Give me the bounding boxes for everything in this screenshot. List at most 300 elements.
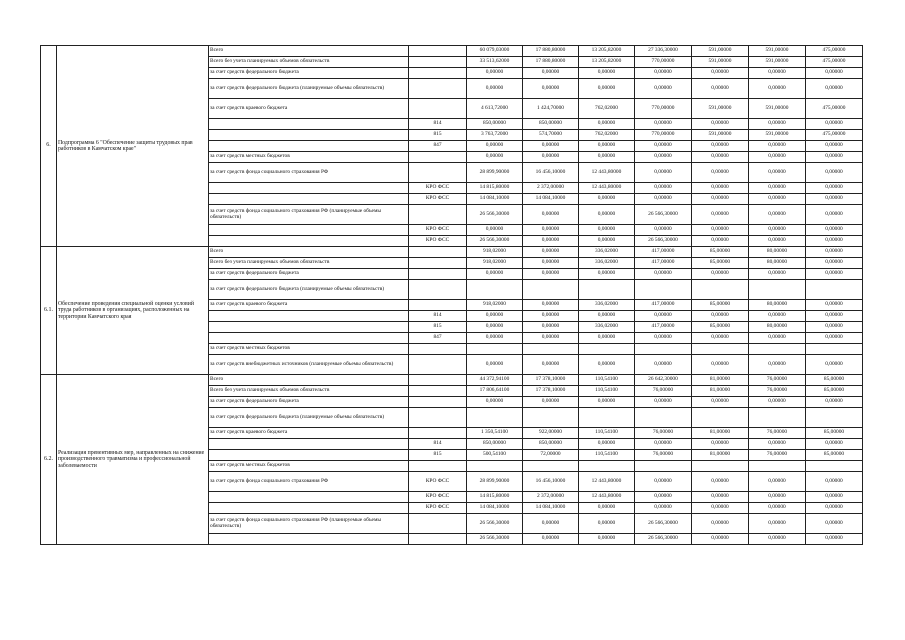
amount-cell [523,280,579,300]
amount-cell: 0,00000 [692,492,749,503]
amount-cell: 0,00000 [749,472,806,492]
amount-cell: 850,00000 [467,439,523,450]
amount-cell: 0,00000 [635,439,692,450]
amount-cell: 0,00000 [523,311,579,322]
amount-cell: 336,02000 [579,247,635,258]
section-index: 6. [41,46,57,247]
funding-source [209,534,409,545]
budget-code [409,79,467,99]
amount-cell: 0,00000 [749,205,806,225]
amount-cell: 591,00000 [692,46,749,57]
budget-code: КРО ФСС [409,236,467,247]
amount-cell: 85,00000 [692,258,749,269]
amount-cell: 17 880,80000 [523,46,579,57]
amount-cell: 0,00000 [806,333,863,344]
amount-cell: 0,00000 [749,514,806,534]
amount-cell: 110,54100 [579,450,635,461]
section-title: Обеспечение проведения специальной оценки условий труда работников в организациях, расположенных на территории Камчатского края [57,247,209,375]
amount-cell: 12 443,80000 [579,472,635,492]
funding-source: за счет средств местных бюджетов [209,461,409,472]
funding-source: Всего без учета планируемых объемов обязательств [209,258,409,269]
amount-cell: 0,00000 [467,355,523,375]
budget-code [409,375,467,386]
amount-cell: 0,00000 [523,152,579,163]
amount-cell: 76,00000 [749,375,806,386]
amount-cell: 0,00000 [692,163,749,183]
amount-cell [692,280,749,300]
amount-cell: 0,00000 [467,141,523,152]
amount-cell: 14 815,80000 [467,492,523,503]
amount-cell: 0,00000 [749,534,806,545]
amount-cell: 0,00000 [579,397,635,408]
amount-cell: 1 350,54100 [467,428,523,439]
amount-cell: 0,00000 [579,119,635,130]
amount-cell: 0,00000 [806,236,863,247]
amount-cell: 0,00000 [579,333,635,344]
amount-cell: 336,02000 [579,258,635,269]
amount-cell: 1 424,70000 [523,99,579,119]
amount-cell: 76,00000 [635,450,692,461]
amount-cell: 0,00000 [467,79,523,99]
funding-source: Всего [209,375,409,386]
amount-cell: 0,00000 [806,183,863,194]
amount-cell: 770,00000 [635,57,692,68]
amount-cell: 0,00000 [749,236,806,247]
amount-cell: 110,54100 [579,428,635,439]
amount-cell: 918,02000 [467,300,523,311]
amount-cell: 0,00000 [635,194,692,205]
amount-cell: 0,00000 [749,79,806,99]
amount-cell: 0,00000 [579,534,635,545]
amount-cell: 0,00000 [467,397,523,408]
budget-code: 814 [409,119,467,130]
amount-cell: 0,00000 [579,79,635,99]
funding-source [209,503,409,514]
budget-code [409,461,467,472]
amount-cell: 417,00000 [635,322,692,333]
amount-cell: 0,00000 [579,355,635,375]
amount-cell: 0,00000 [635,152,692,163]
funding-source: за счет средств местных бюджетов [209,344,409,355]
amount-cell: 770,00000 [635,130,692,141]
amount-cell: 0,00000 [806,503,863,514]
amount-cell: 17 806,64100 [467,386,523,397]
funding-source: Всего [209,46,409,57]
amount-cell: 0,00000 [635,355,692,375]
funding-source: за счет средств федерального бюджета (планируемые объемы обязательств) [209,408,409,428]
budget-code: КРО ФСС [409,194,467,205]
amount-cell: 0,00000 [749,225,806,236]
budget-code: КРО ФСС [409,225,467,236]
amount-cell: 0,00000 [635,503,692,514]
amount-cell: 0,00000 [523,355,579,375]
amount-cell: 0,00000 [635,68,692,79]
amount-cell: 591,00000 [749,130,806,141]
amount-cell: 0,00000 [806,355,863,375]
funding-source: за счет средств краевого бюджета [209,428,409,439]
amount-cell: 26 566,30000 [467,205,523,225]
amount-cell: 0,00000 [579,205,635,225]
amount-cell: 0,00000 [579,439,635,450]
amount-cell: 475,00000 [806,99,863,119]
amount-cell: 0,00000 [579,503,635,514]
amount-cell: 33 513,62000 [467,57,523,68]
amount-cell: 0,00000 [579,269,635,280]
amount-cell: 0,00000 [692,514,749,534]
amount-cell: 0,00000 [635,472,692,492]
amount-cell: 16 456,10000 [523,163,579,183]
amount-cell: 0,00000 [692,439,749,450]
amount-cell [749,280,806,300]
amount-cell: 110,54100 [579,386,635,397]
amount-cell: 475,00000 [806,57,863,68]
budget-code [409,247,467,258]
budget-code [409,205,467,225]
funding-source: за счет средств внебюджетных источников (планируемые объемы обязательств) [209,355,409,375]
amount-cell: 0,00000 [692,503,749,514]
amount-cell: 17 378,10000 [523,375,579,386]
amount-cell: 0,00000 [579,141,635,152]
table-row [41,375,863,386]
amount-cell: 17 378,10000 [523,386,579,397]
amount-cell: 13 205,82000 [579,46,635,57]
amount-cell: 17 880,80000 [523,57,579,68]
amount-cell: 0,00000 [749,311,806,322]
amount-cell [467,280,523,300]
amount-cell: 922,00000 [523,428,579,439]
amount-cell: 0,00000 [806,534,863,545]
amount-cell: 0,00000 [749,492,806,503]
amount-cell: 591,00000 [692,130,749,141]
amount-cell: 0,00000 [523,300,579,311]
budget-code [409,386,467,397]
amount-cell: 0,00000 [692,194,749,205]
funding-source: за счет средств федерального бюджета (планируемые объемы обязательств) [209,79,409,99]
amount-cell: 0,00000 [635,141,692,152]
amount-cell: 0,00000 [579,514,635,534]
amount-cell: 0,00000 [692,397,749,408]
amount-cell: 762,02000 [579,99,635,119]
amount-cell: 0,00000 [806,397,863,408]
amount-cell: 0,00000 [692,236,749,247]
amount-cell: 762,02000 [579,130,635,141]
amount-cell: 0,00000 [467,152,523,163]
amount-cell: 85,00000 [806,450,863,461]
amount-cell: 0,00000 [692,355,749,375]
amount-cell: 591,00000 [692,99,749,119]
budget-code: 814 [409,439,467,450]
amount-cell: 0,00000 [579,311,635,322]
amount-cell [579,280,635,300]
amount-cell: 12 443,80000 [579,183,635,194]
amount-cell: 0,00000 [749,355,806,375]
amount-cell [579,344,635,355]
amount-cell: 591,00000 [749,99,806,119]
amount-cell: 0,00000 [806,141,863,152]
amount-cell: 0,00000 [523,225,579,236]
budget-code [409,280,467,300]
budget-code: КРО ФСС [409,183,467,194]
amount-cell: 16 456,10000 [523,472,579,492]
amount-cell: 0,00000 [806,492,863,503]
amount-cell: 12 443,80000 [579,163,635,183]
budget-code [409,269,467,280]
amount-cell: 0,00000 [692,269,749,280]
amount-cell: 0,00000 [579,225,635,236]
amount-cell: 0,00000 [635,397,692,408]
amount-cell: 0,00000 [579,236,635,247]
amount-cell: 0,00000 [806,300,863,311]
amount-cell: 850,00000 [523,439,579,450]
funding-source [209,130,409,141]
amount-cell: 0,00000 [749,141,806,152]
funding-source: за счет средств краевого бюджета [209,99,409,119]
amount-cell: 0,00000 [635,311,692,322]
amount-cell: 0,00000 [749,439,806,450]
amount-cell: 26 566,30000 [635,236,692,247]
amount-cell: 0,00000 [692,68,749,79]
funding-source: за счет средств фонда социального страхования РФ [209,472,409,492]
amount-cell: 80,00000 [749,322,806,333]
amount-cell: 591,00000 [749,46,806,57]
amount-cell: 850,00000 [467,119,523,130]
amount-cell: 0,00000 [806,258,863,269]
section-title: Реализация превентивных мер, направленных на снижение производственного травматизма и профессиональной заболеваемости [57,375,209,545]
amount-cell [749,344,806,355]
amount-cell: 28 899,90000 [467,472,523,492]
amount-cell: 26 566,30000 [635,514,692,534]
amount-cell: 12 443,80000 [579,492,635,503]
amount-cell: 81,00000 [692,450,749,461]
amount-cell: 0,00000 [467,333,523,344]
table-row [41,247,863,258]
amount-cell: 0,00000 [523,333,579,344]
amount-cell: 417,00000 [635,258,692,269]
budget-code [409,514,467,534]
amount-cell: 85,00000 [806,428,863,439]
funding-source [209,183,409,194]
funding-source: Всего [209,247,409,258]
amount-cell [467,408,523,428]
amount-cell [749,408,806,428]
funding-source [209,225,409,236]
amount-cell: 0,00000 [523,205,579,225]
funding-source [209,141,409,152]
budget-table [40,45,863,545]
amount-cell [523,344,579,355]
amount-cell: 0,00000 [692,472,749,492]
budget-code [409,355,467,375]
amount-cell: 0,00000 [692,152,749,163]
amount-cell [523,408,579,428]
amount-cell: 2 372,00000 [523,183,579,194]
amount-cell: 417,00000 [635,300,692,311]
amount-cell: 26 566,30000 [467,514,523,534]
amount-cell: 80,00000 [749,258,806,269]
amount-cell: 0,00000 [749,183,806,194]
budget-code [409,46,467,57]
amount-cell: 0,00000 [749,333,806,344]
amount-cell: 0,00000 [806,247,863,258]
budget-code: 847 [409,333,467,344]
budget-code: КРО ФСС [409,503,467,514]
amount-cell [635,344,692,355]
amount-cell: 13 205,82000 [579,57,635,68]
amount-cell: 85,00000 [806,375,863,386]
amount-cell: 0,00000 [749,152,806,163]
amount-cell: 591,00000 [692,57,749,68]
budget-code: 815 [409,322,467,333]
amount-cell: 0,00000 [523,269,579,280]
amount-cell: 26 566,30000 [467,534,523,545]
amount-cell: 0,00000 [523,68,579,79]
amount-cell: 85,00000 [806,386,863,397]
amount-cell [692,461,749,472]
budget-code: КРО ФСС [409,492,467,503]
amount-cell [467,461,523,472]
amount-cell: 28 899,90000 [467,163,523,183]
amount-cell: 0,00000 [806,311,863,322]
amount-cell: 76,00000 [749,386,806,397]
funding-source [209,194,409,205]
amount-cell: 85,00000 [692,300,749,311]
amount-cell: 0,00000 [467,322,523,333]
funding-source: за счет средств федерального бюджета [209,269,409,280]
budget-code [409,300,467,311]
amount-cell [806,408,863,428]
amount-cell [467,344,523,355]
funding-source: за счет средств фонда социального страхования РФ (планируемые объемы обязательств) [209,205,409,225]
amount-cell: 0,00000 [523,247,579,258]
amount-cell [692,408,749,428]
funding-source: за счет средств фонда социального страхования РФ [209,163,409,183]
budget-code [409,68,467,79]
amount-cell: 0,00000 [749,397,806,408]
amount-cell: 4 613,72000 [467,99,523,119]
amount-cell [749,461,806,472]
budget-code: 847 [409,141,467,152]
budget-code: 814 [409,311,467,322]
budget-code [409,534,467,545]
amount-cell: 475,00000 [806,46,863,57]
amount-cell: 336,02000 [579,322,635,333]
budget-code: КРО ФСС [409,472,467,492]
budget-code: 815 [409,130,467,141]
funding-source: за счет средств фонда социального страхования РФ (планируемые объемы обязательств) [209,514,409,534]
funding-source: Всего без учета планируемых объемов обязательств [209,386,409,397]
amount-cell: 475,00000 [806,130,863,141]
funding-source: за счет средств федерального бюджета (планируемые объемы обязательств) [209,280,409,300]
amount-cell: 14 815,80000 [467,183,523,194]
amount-cell: 0,00000 [806,68,863,79]
amount-cell: 0,00000 [806,514,863,534]
amount-cell: 26 566,30000 [635,205,692,225]
amount-cell: 850,00000 [523,119,579,130]
budget-code [409,57,467,68]
budget-code [409,408,467,428]
amount-cell: 80,00000 [749,300,806,311]
amount-cell: 81,00000 [692,386,749,397]
amount-cell: 417,00000 [635,247,692,258]
amount-cell: 0,00000 [635,333,692,344]
amount-cell: 14 084,10000 [523,503,579,514]
funding-source: Всего без учета планируемых объемов обязательств [209,57,409,68]
amount-cell: 0,00000 [523,397,579,408]
amount-cell [523,461,579,472]
amount-cell: 0,00000 [523,258,579,269]
amount-cell: 0,00000 [806,163,863,183]
amount-cell: 0,00000 [523,514,579,534]
table-row [41,46,863,57]
amount-cell: 0,00000 [806,269,863,280]
amount-cell: 26 566,30000 [467,236,523,247]
amount-cell [635,280,692,300]
section-title: Подпрограмма 6 "Обеспечение защиты трудовых прав работников в Камчатском крае" [57,46,209,247]
amount-cell [806,461,863,472]
amount-cell: 0,00000 [635,119,692,130]
amount-cell: 0,00000 [523,79,579,99]
amount-cell: 591,00000 [749,57,806,68]
amount-cell: 0,00000 [692,225,749,236]
amount-cell: 0,00000 [806,225,863,236]
amount-cell: 0,00000 [692,311,749,322]
amount-cell: 3 763,72000 [467,130,523,141]
amount-cell: 14 084,10000 [467,194,523,205]
amount-cell: 0,00000 [806,119,863,130]
amount-cell: 0,00000 [806,322,863,333]
amount-cell: 0,00000 [749,269,806,280]
funding-source: за счет средств краевого бюджета [209,300,409,311]
amount-cell: 0,00000 [692,141,749,152]
amount-cell: 0,00000 [579,152,635,163]
amount-cell: 770,00000 [635,99,692,119]
amount-cell: 76,00000 [635,428,692,439]
funding-source: за счет средств федерального бюджета [209,397,409,408]
amount-cell: 918,02000 [467,258,523,269]
amount-cell: 0,00000 [692,534,749,545]
amount-cell [806,344,863,355]
amount-cell: 0,00000 [806,205,863,225]
funding-source [209,492,409,503]
amount-cell: 336,02000 [579,300,635,311]
amount-cell: 14 084,10000 [523,194,579,205]
amount-cell: 60 079,03000 [467,46,523,57]
amount-cell: 0,00000 [523,322,579,333]
amount-cell: 0,00000 [635,183,692,194]
amount-cell: 0,00000 [635,492,692,503]
amount-cell: 27 336,30000 [635,46,692,57]
amount-cell: 500,54100 [467,450,523,461]
amount-cell: 0,00000 [523,141,579,152]
funding-source [209,450,409,461]
funding-source [209,119,409,130]
amount-cell: 0,00000 [749,119,806,130]
amount-cell: 0,00000 [749,163,806,183]
amount-cell [635,461,692,472]
amount-cell: 2 372,00000 [523,492,579,503]
amount-cell: 110,54100 [579,375,635,386]
section-index: 6.1. [41,247,57,375]
amount-cell [806,280,863,300]
budget-code [409,344,467,355]
amount-cell: 0,00000 [806,194,863,205]
budget-code [409,152,467,163]
amount-cell [579,408,635,428]
budget-code [409,99,467,119]
amount-cell: 26 566,30000 [635,534,692,545]
funding-source: за счет средств местных бюджетов [209,152,409,163]
amount-cell: 0,00000 [467,269,523,280]
